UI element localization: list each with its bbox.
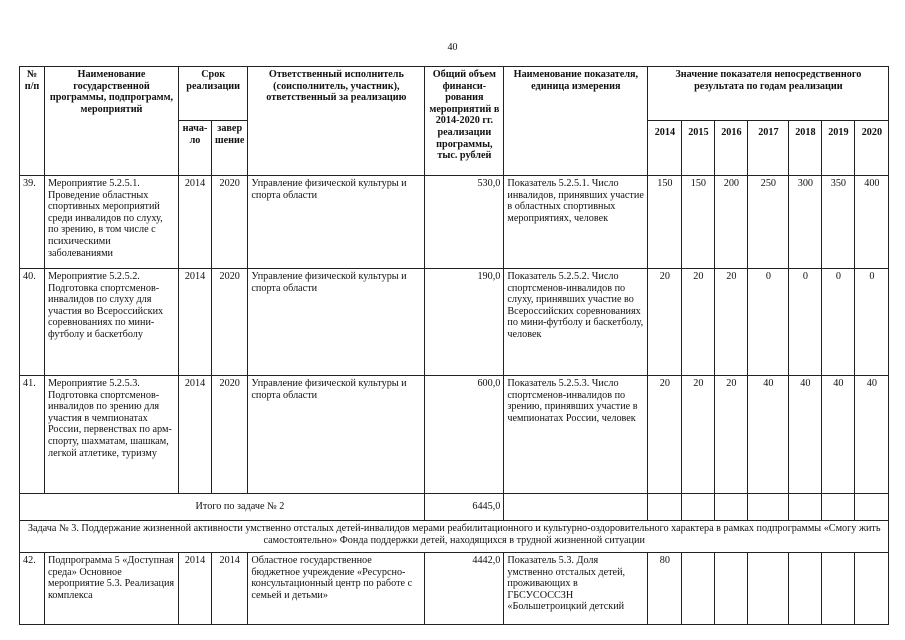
row-value: 20 (648, 269, 682, 376)
row-value: 400 (855, 176, 889, 269)
row-value: 20 (715, 269, 748, 376)
row-indicator: Показатель 5.2.5.1. Число инвалидов, принявших участие в областных спортивных мероприятиях, человек (504, 176, 648, 269)
row-start: 2014 (179, 176, 212, 269)
row-funding: 530,0 (425, 176, 504, 269)
row-start: 2014 (179, 269, 212, 376)
row-num: 41. (20, 376, 45, 494)
header-name: Наименование государственной программы, подпрограмм, мероприятий (45, 67, 179, 176)
row-value: 80 (648, 553, 682, 625)
table-row (20, 176, 889, 269)
table-row (20, 553, 889, 625)
table-row (20, 269, 889, 376)
row-value: 150 (648, 176, 682, 269)
row-end: 2020 (212, 269, 248, 376)
row-value: 0 (855, 269, 889, 376)
row-value: 150 (682, 176, 715, 269)
row-value: 40 (748, 376, 789, 494)
header-executor: Ответственный исполнитель (соисполнитель, участник), ответственный за реализацию (248, 67, 425, 176)
row-indicator: Показатель 5.2.5.2. Число спортсменов-инвалидов по слуху, принявших участие во Всероссийских соревнованиях по мини-футболу и баскетболу, человек (504, 269, 648, 376)
header-row-1 (20, 67, 889, 121)
row-executor: Управление физической культуры и спорта области (248, 376, 425, 494)
header-num: № п/п (20, 67, 45, 176)
row-value (682, 553, 715, 625)
row-executor: Областное государственное бюджетное учреждение «Ресурсно-консультационный центр по работе с семьей и детьми» (248, 553, 425, 625)
row-value: 40 (855, 376, 889, 494)
row-num: 39. (20, 176, 45, 269)
row-value: 20 (682, 376, 715, 494)
row-value: 20 (715, 376, 748, 494)
row-value: 0 (822, 269, 855, 376)
year-2018: 2018 (789, 121, 822, 176)
row-name: Подпрограмма 5 «Доступная среда» Основное мероприятие 5.3. Реализация комплекса (45, 553, 179, 625)
row-value: 300 (789, 176, 822, 269)
header-period: Срок реализации (179, 67, 248, 121)
year-2015: 2015 (682, 121, 715, 176)
table-row (20, 376, 889, 494)
row-start: 2014 (179, 376, 212, 494)
row-name: Мероприятие 5.2.5.1. Проведение областных спортивных мероприятий среди инвалидов по слуху, по зрению, в том числе с психическими заболеваниями (45, 176, 179, 269)
row-num: 40. (20, 269, 45, 376)
page-number: 40 (447, 42, 458, 53)
row-value (715, 553, 748, 625)
row-num: 42. (20, 553, 45, 625)
header-start: нача-ло (179, 121, 212, 176)
row-funding: 4442,0 (425, 553, 504, 625)
row-indicator: Показатель 5.3. Доля умственно отсталых детей, проживающих в ГБСУСОССЗН «Большетроицкий детский (504, 553, 648, 625)
program-table (19, 66, 889, 625)
total-label: Итого по задаче № 2 (20, 494, 425, 521)
row-value: 40 (822, 376, 855, 494)
row-value (822, 553, 855, 625)
year-2014: 2014 (648, 121, 682, 176)
row-start: 2014 (179, 553, 212, 625)
row-value: 40 (789, 376, 822, 494)
row-end: 2014 (212, 553, 248, 625)
row-value: 200 (715, 176, 748, 269)
task-row (20, 521, 889, 553)
row-funding: 190,0 (425, 269, 504, 376)
row-value: 0 (789, 269, 822, 376)
row-value: 350 (822, 176, 855, 269)
header-values-title: Значение показателя непосредственного результата по годам реализации (648, 67, 889, 121)
task-3-heading: Задача № 3. Поддержание жизненной активности умственно отсталых детей-инвалидов мерами реабилитационного и культурно-оздоровительного характера в рамках подпрограммы «Смогу жить самостоятельно» Фонда поддержки детей, находящихся в трудной жизненной ситуации (20, 521, 889, 553)
row-executor: Управление физической культуры и спорта области (248, 269, 425, 376)
year-2019: 2019 (822, 121, 855, 176)
total-row (20, 494, 889, 521)
row-funding: 600,0 (425, 376, 504, 494)
row-value (748, 553, 789, 625)
row-end: 2020 (212, 376, 248, 494)
row-indicator: Показатель 5.2.5.3. Число спортсменов-инвалидов по зрению, принявших участие в чемпионатах России, человек (504, 376, 648, 494)
header-indicator: Наименование показателя, единица измерения (504, 67, 648, 176)
row-value (855, 553, 889, 625)
year-2017: 2017 (748, 121, 789, 176)
row-value: 0 (748, 269, 789, 376)
row-name: Мероприятие 5.2.5.3. Подготовка спортсменов-инвалидов по зрению для участия в чемпионатах России, первенствах по арм-спорту, шахматам, шашкам, легкой атлетике, туризму (45, 376, 179, 494)
year-2020: 2020 (855, 121, 889, 176)
total-funding: 6445,0 (425, 494, 504, 521)
header-end: завер шение (212, 121, 248, 176)
row-value: 20 (682, 269, 715, 376)
row-value: 20 (648, 376, 682, 494)
row-value: 250 (748, 176, 789, 269)
header-funding: Общий объем финанси-рования мероприятий в 2014-2020 гг. реализации программы, тыс. рублей (425, 67, 504, 176)
row-executor: Управление физической культуры и спорта области (248, 176, 425, 269)
row-value (789, 553, 822, 625)
row-name: Мероприятие 5.2.5.2. Подготовка спортсменов-инвалидов по слуху для участия во Всероссийских соревнованиях по мини-футболу и баскетболу (45, 269, 179, 376)
year-2016: 2016 (715, 121, 748, 176)
row-end: 2020 (212, 176, 248, 269)
